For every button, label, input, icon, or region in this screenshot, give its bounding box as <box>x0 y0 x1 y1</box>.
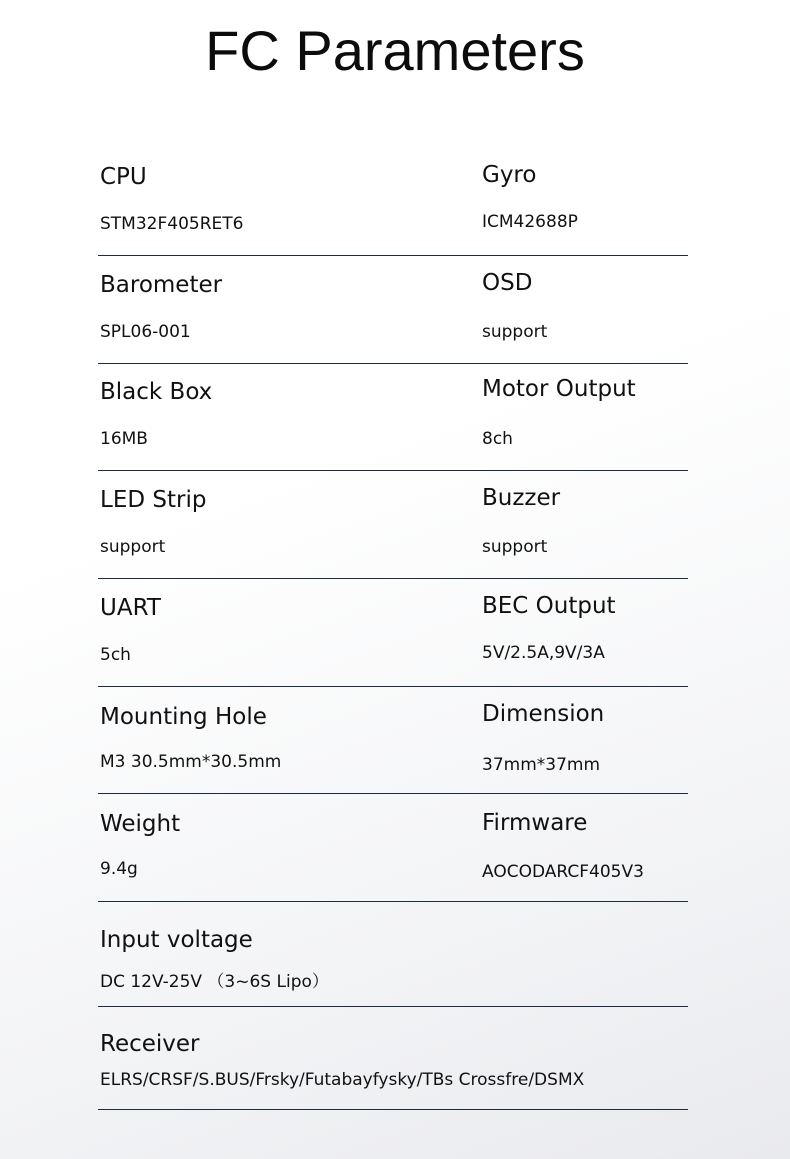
param-buzzer <box>482 471 560 557</box>
param-label: Buzzer <box>482 485 561 511</box>
param-value: STM32F405RET6 <box>100 214 244 234</box>
param-label: Motor Output <box>482 376 636 402</box>
param-bec-output <box>482 579 616 663</box>
param-label: Black Box <box>100 379 213 405</box>
param-value: DC 12V-25V （3~6S Lipo） <box>100 972 329 992</box>
param-row <box>98 794 688 902</box>
param-osd <box>482 256 547 342</box>
param-row-input-voltage <box>98 902 688 1007</box>
param-uart <box>100 579 161 665</box>
param-label: Dimension <box>482 701 605 727</box>
page-title: FC Parameters <box>205 19 585 82</box>
param-gyro <box>482 160 578 232</box>
param-value: ICM42688P <box>482 212 578 232</box>
param-mounting-hole <box>100 687 281 772</box>
param-value: support <box>100 537 166 557</box>
param-label: Weight <box>100 811 181 837</box>
param-row <box>98 687 688 794</box>
param-receiver <box>100 1007 584 1090</box>
param-value: SPL06-001 <box>100 322 191 342</box>
param-row-receiver <box>98 1007 688 1110</box>
param-value: 37mm*37mm <box>482 755 601 775</box>
param-row <box>98 160 688 256</box>
param-label: Receiver <box>100 1031 200 1057</box>
param-label: BEC Output <box>482 593 616 619</box>
param-value: 5ch <box>100 645 131 665</box>
param-value: support <box>482 322 548 342</box>
param-label: Barometer <box>100 272 223 298</box>
param-led-strip <box>100 471 206 557</box>
param-label: LED Strip <box>100 487 207 513</box>
param-label: OSD <box>482 270 533 296</box>
param-value: 16MB <box>100 429 148 449</box>
param-value: M3 30.5mm*30.5mm <box>100 752 282 772</box>
param-value: AOCODARCF405V3 <box>482 862 644 882</box>
param-black-box <box>100 364 212 449</box>
param-value: support <box>482 537 548 557</box>
param-cpu <box>100 160 243 234</box>
param-label: UART <box>100 595 161 621</box>
param-barometer <box>100 256 222 342</box>
param-label: Firmware <box>482 810 588 836</box>
param-value: ELRS/CRSF/S.BUS/Frsky/Futabayfysky/TBs Crossfre/DSMX <box>100 1070 585 1090</box>
param-label: Gyro <box>482 162 537 188</box>
param-input-voltage <box>100 902 329 992</box>
param-label: Input voltage <box>100 927 253 953</box>
param-label: CPU <box>100 164 147 190</box>
param-row <box>98 471 688 579</box>
param-value: 8ch <box>482 429 513 449</box>
param-firmware <box>482 794 644 882</box>
param-row <box>98 256 688 364</box>
param-weight <box>100 794 180 879</box>
param-row <box>98 579 688 687</box>
param-value: 5V/2.5A,9V/3A <box>482 643 605 663</box>
param-motor-output <box>482 364 636 449</box>
param-row <box>98 364 688 471</box>
param-value: 9.4g <box>100 859 138 879</box>
param-dimension <box>482 687 604 775</box>
param-label: Mounting Hole <box>100 704 267 730</box>
